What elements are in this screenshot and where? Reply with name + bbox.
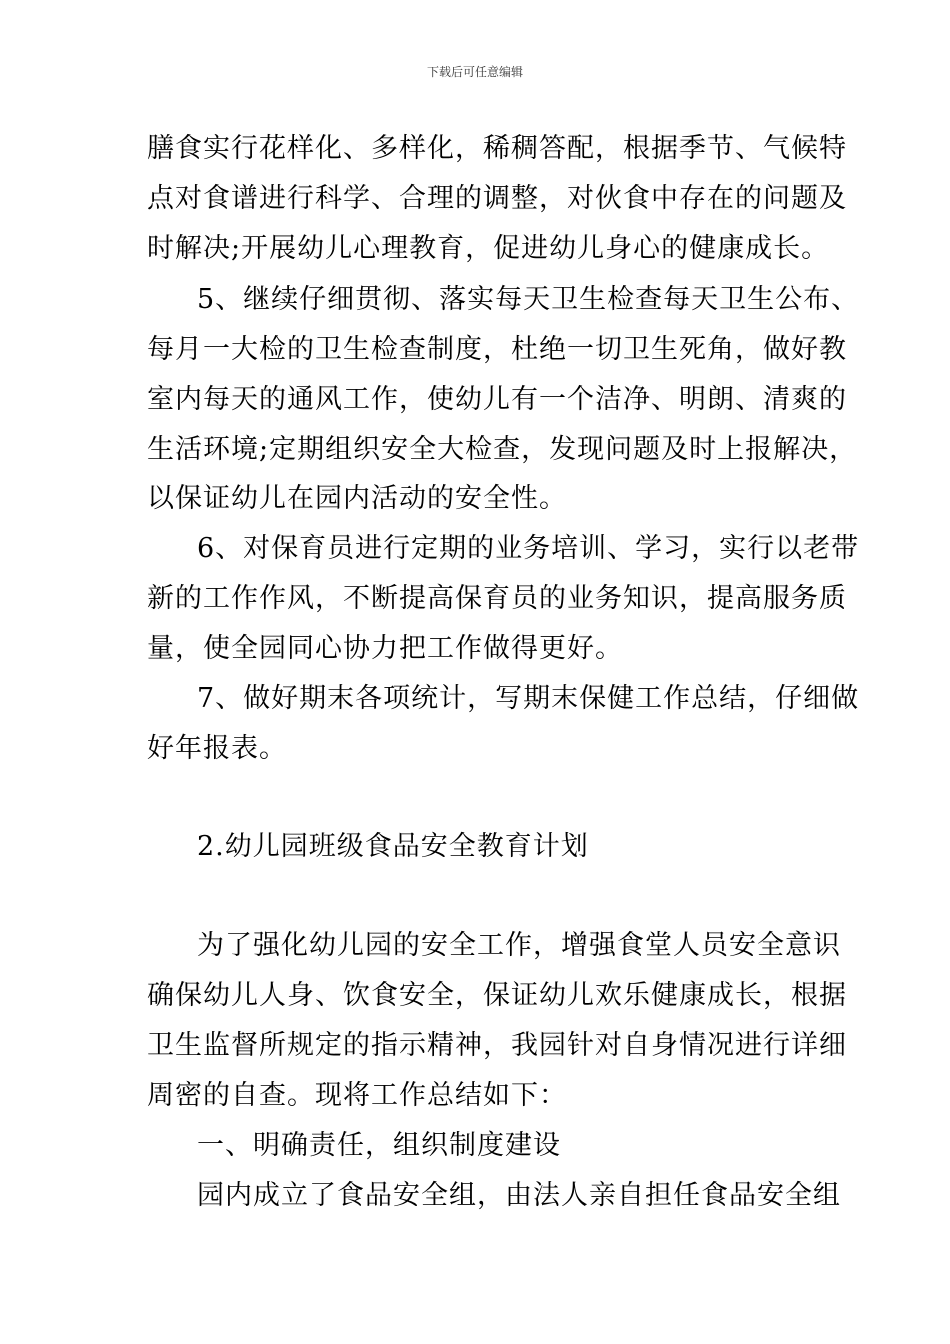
page-header: 下载后可任意编辑 (426, 65, 523, 79)
text-line: 新的工作作风，不断提高保育员的业务知识，提高服务质 (147, 583, 847, 614)
text-line: 以保证幼儿在园内活动的安全性。 (147, 483, 567, 514)
text-line: 点对食谱进行科学、合理的调整，对伙食中存在的问题及 (147, 183, 847, 214)
text-line: 生活环境;定期组织安全大检查，发现问题及时上报解决， (147, 434, 858, 465)
text-line: 卫生监督所规定的指示精神，我园针对自身情况进行详细 (147, 1030, 847, 1061)
text-line: 5、继续仔细贯彻、落实每天卫生检查每天卫生公布、 (197, 284, 860, 315)
section-heading: 2.幼儿园班级食品安全教育计划 (197, 831, 589, 862)
text-line: 6、对保育员进行定期的业务培训、学习，实行以老带 (197, 533, 860, 564)
text-line: 量，使全园同心协力把工作做得更好。 (147, 633, 623, 664)
text-line: 为了强化幼儿园的安全工作，增强食堂人员安全意识 (197, 930, 841, 961)
text-line: 膳食实行花样化、多样化，稀稠答配，根据季节、气候特 (147, 133, 847, 164)
text-line: 7、做好期末各项统计，写期末保健工作总结，仔细做 (197, 683, 860, 714)
text-line: 时解决;开展幼儿心理教育，促进幼儿身心的健康成长。 (147, 233, 830, 264)
text-line: 确保幼儿人身、饮食安全，保证幼儿欢乐健康成长，根据 (147, 980, 847, 1011)
text-line: 好年报表。 (147, 733, 287, 764)
text-line: 室内每天的通风工作，使幼儿有一个洁净、明朗、清爽的 (147, 384, 847, 415)
subsection-heading: 一、明确责任，组织制度建设 (197, 1130, 561, 1161)
text-line: 每月一大检的卫生检查制度，杜绝一切卫生死角，做好教 (147, 334, 847, 365)
text-line: 园内成立了食品安全组，由法人亲自担任食品安全组 (197, 1180, 841, 1211)
text-line: 周密的自查。现将工作总结如下： (147, 1080, 567, 1111)
